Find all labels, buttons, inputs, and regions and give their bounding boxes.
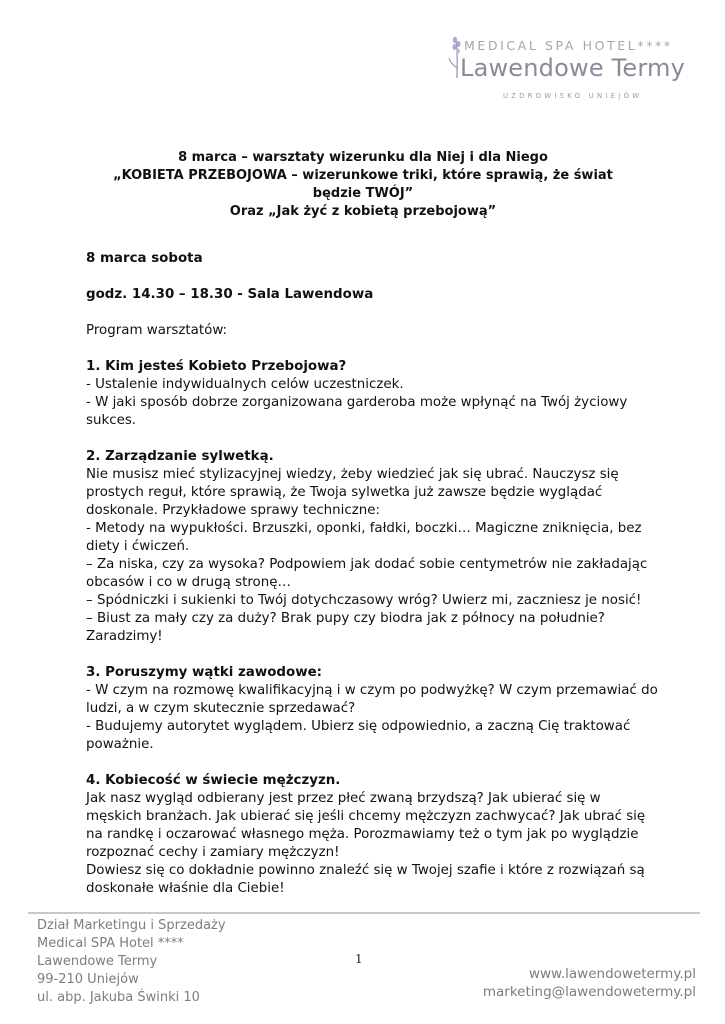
section-line: - Budujemy autorytet wyglądem. Ubierz się odpowiednio, a zaczną Cię traktować <box>86 719 631 734</box>
footer-address-line: ul. abp. Jakuba Świnki 10 <box>37 990 200 1005</box>
program-section <box>86 358 646 430</box>
page-number: 1 <box>355 952 363 966</box>
section-line: ludzi, a w czym skutecznie sprzedawać? <box>86 701 356 716</box>
footer-address-line: Medical SPA Hotel **** <box>37 936 184 951</box>
section-line: - W czym na rozmowę kwalifikacyjną i w czym po podwyżkę? W czym przemawiać do <box>86 683 658 698</box>
section-line: Dowiesz się co dokładnie powinno znaleźć się w Twojej szafie i które z rozwiązań są <box>86 863 645 878</box>
section-line: poważnie. <box>86 737 154 752</box>
document-title <box>80 149 646 221</box>
title-line: będzie TWÓJ” <box>312 186 414 201</box>
section-line: męskich branżach. Jak ubierać się jeśli chcemy mężczyzn zachwycać? Jak ubrać się <box>86 809 646 824</box>
email-link[interactable]: marketing@lawendowetermy.pl <box>482 984 696 1000</box>
section-line: - Ustalenie indywidualnych celów uczestniczek. <box>86 377 404 392</box>
program-section <box>86 664 658 754</box>
footer-address-line: Dział Marketingu i Sprzedaży <box>37 918 226 933</box>
section-line: doskonałe właśnie dla Ciebie! <box>86 881 285 896</box>
program-label: Program warsztatów: <box>86 323 228 338</box>
section-line: Jak nasz wygląd odbierany jest przez płeć zwaną brzydszą? Jak ubierać się w <box>86 791 601 806</box>
section-line: - Metody na wypukłości. Brzuszki, oponki, fałdki, boczki… Magiczne zniknięcia, bez <box>86 521 642 536</box>
section-line: prostych reguł, które sprawią, że Twoja sylwetka już zawsze będzie wyglądać <box>86 485 603 500</box>
section-line: - W jaki sposób dobrze zorganizowana garderoba może wpłynąć na Twój życiowy <box>86 395 628 410</box>
footer-address <box>37 917 226 1007</box>
section-line: Nie musisz mieć stylizacyjnej wiedzy, żeby wiedzieć jak się ubrać. Nauczysz się <box>86 467 619 482</box>
section-line: na randkę i oczarować własnego męża. Porozmawiamy też o tym jak po wyglądzie <box>86 827 639 842</box>
section-line: diety i ćwiczeń. <box>86 539 190 554</box>
event-time-place: godz. 14.30 – 18.30 - Sala Lawendowa <box>86 287 374 302</box>
section-line: – Spódniczki i sukienki to Twój dotychczasowy wróg? Uwierz mi, zaczniesz je nosić! <box>86 593 642 608</box>
program-section <box>86 772 646 898</box>
section-heading: 3. Poruszymy wątki zawodowe: <box>86 665 323 680</box>
section-line: obcasów i co w drugą stronę… <box>86 575 291 590</box>
section-line: – Za niska, czy za wysoka? Podpowiem jak dodać sobie centymetrów nie zakładając <box>86 557 648 572</box>
footer-contact <box>483 965 696 1001</box>
section-heading: 4. Kobiecość w świecie mężczyzn. <box>86 773 341 788</box>
logo-tagline: MEDICAL SPA HOTEL**** <box>464 38 673 53</box>
title-line: Oraz „Jak żyć z kobietą przebojową” <box>229 204 497 219</box>
footer-address-line: 99-210 Uniejów <box>37 972 139 987</box>
title-line: 8 marca – warsztaty wizerunku dla Niej i dla Niego <box>178 150 548 165</box>
section-line: sukces. <box>86 413 137 428</box>
website-link[interactable]: www.lawendowetermy.pl <box>528 966 696 982</box>
hotel-logo <box>440 30 710 110</box>
footer-address-line: Lawendowe Termy <box>37 954 158 969</box>
section-line: Zaradzimy! <box>86 629 163 644</box>
section-line: rozpoznać cechy i zamiary mężczyzn! <box>86 845 340 860</box>
section-line: – Biust za mały czy za duży? Brak pupy czy biodra jak z północy na południe? <box>86 611 605 626</box>
logo-name: Lawendowe Termy <box>460 54 685 82</box>
section-heading: 2. Zarządzanie sylwetką. <box>86 449 274 464</box>
program-section <box>86 448 646 646</box>
footer-divider <box>28 912 700 914</box>
section-heading: 1. Kim jesteś Kobieto Przebojowa? <box>86 359 347 374</box>
title-line: „KOBIETA PRZEBOJOWA – wizerunkowe triki, które sprawią, że świat <box>113 168 613 183</box>
logo-subtitle: UZDROWISKO UNIEJÓW <box>503 92 643 100</box>
document-body <box>86 149 658 898</box>
event-date: 8 marca sobota <box>86 251 203 266</box>
section-line: doskonale. Przykładowe sprawy techniczne: <box>86 503 380 518</box>
